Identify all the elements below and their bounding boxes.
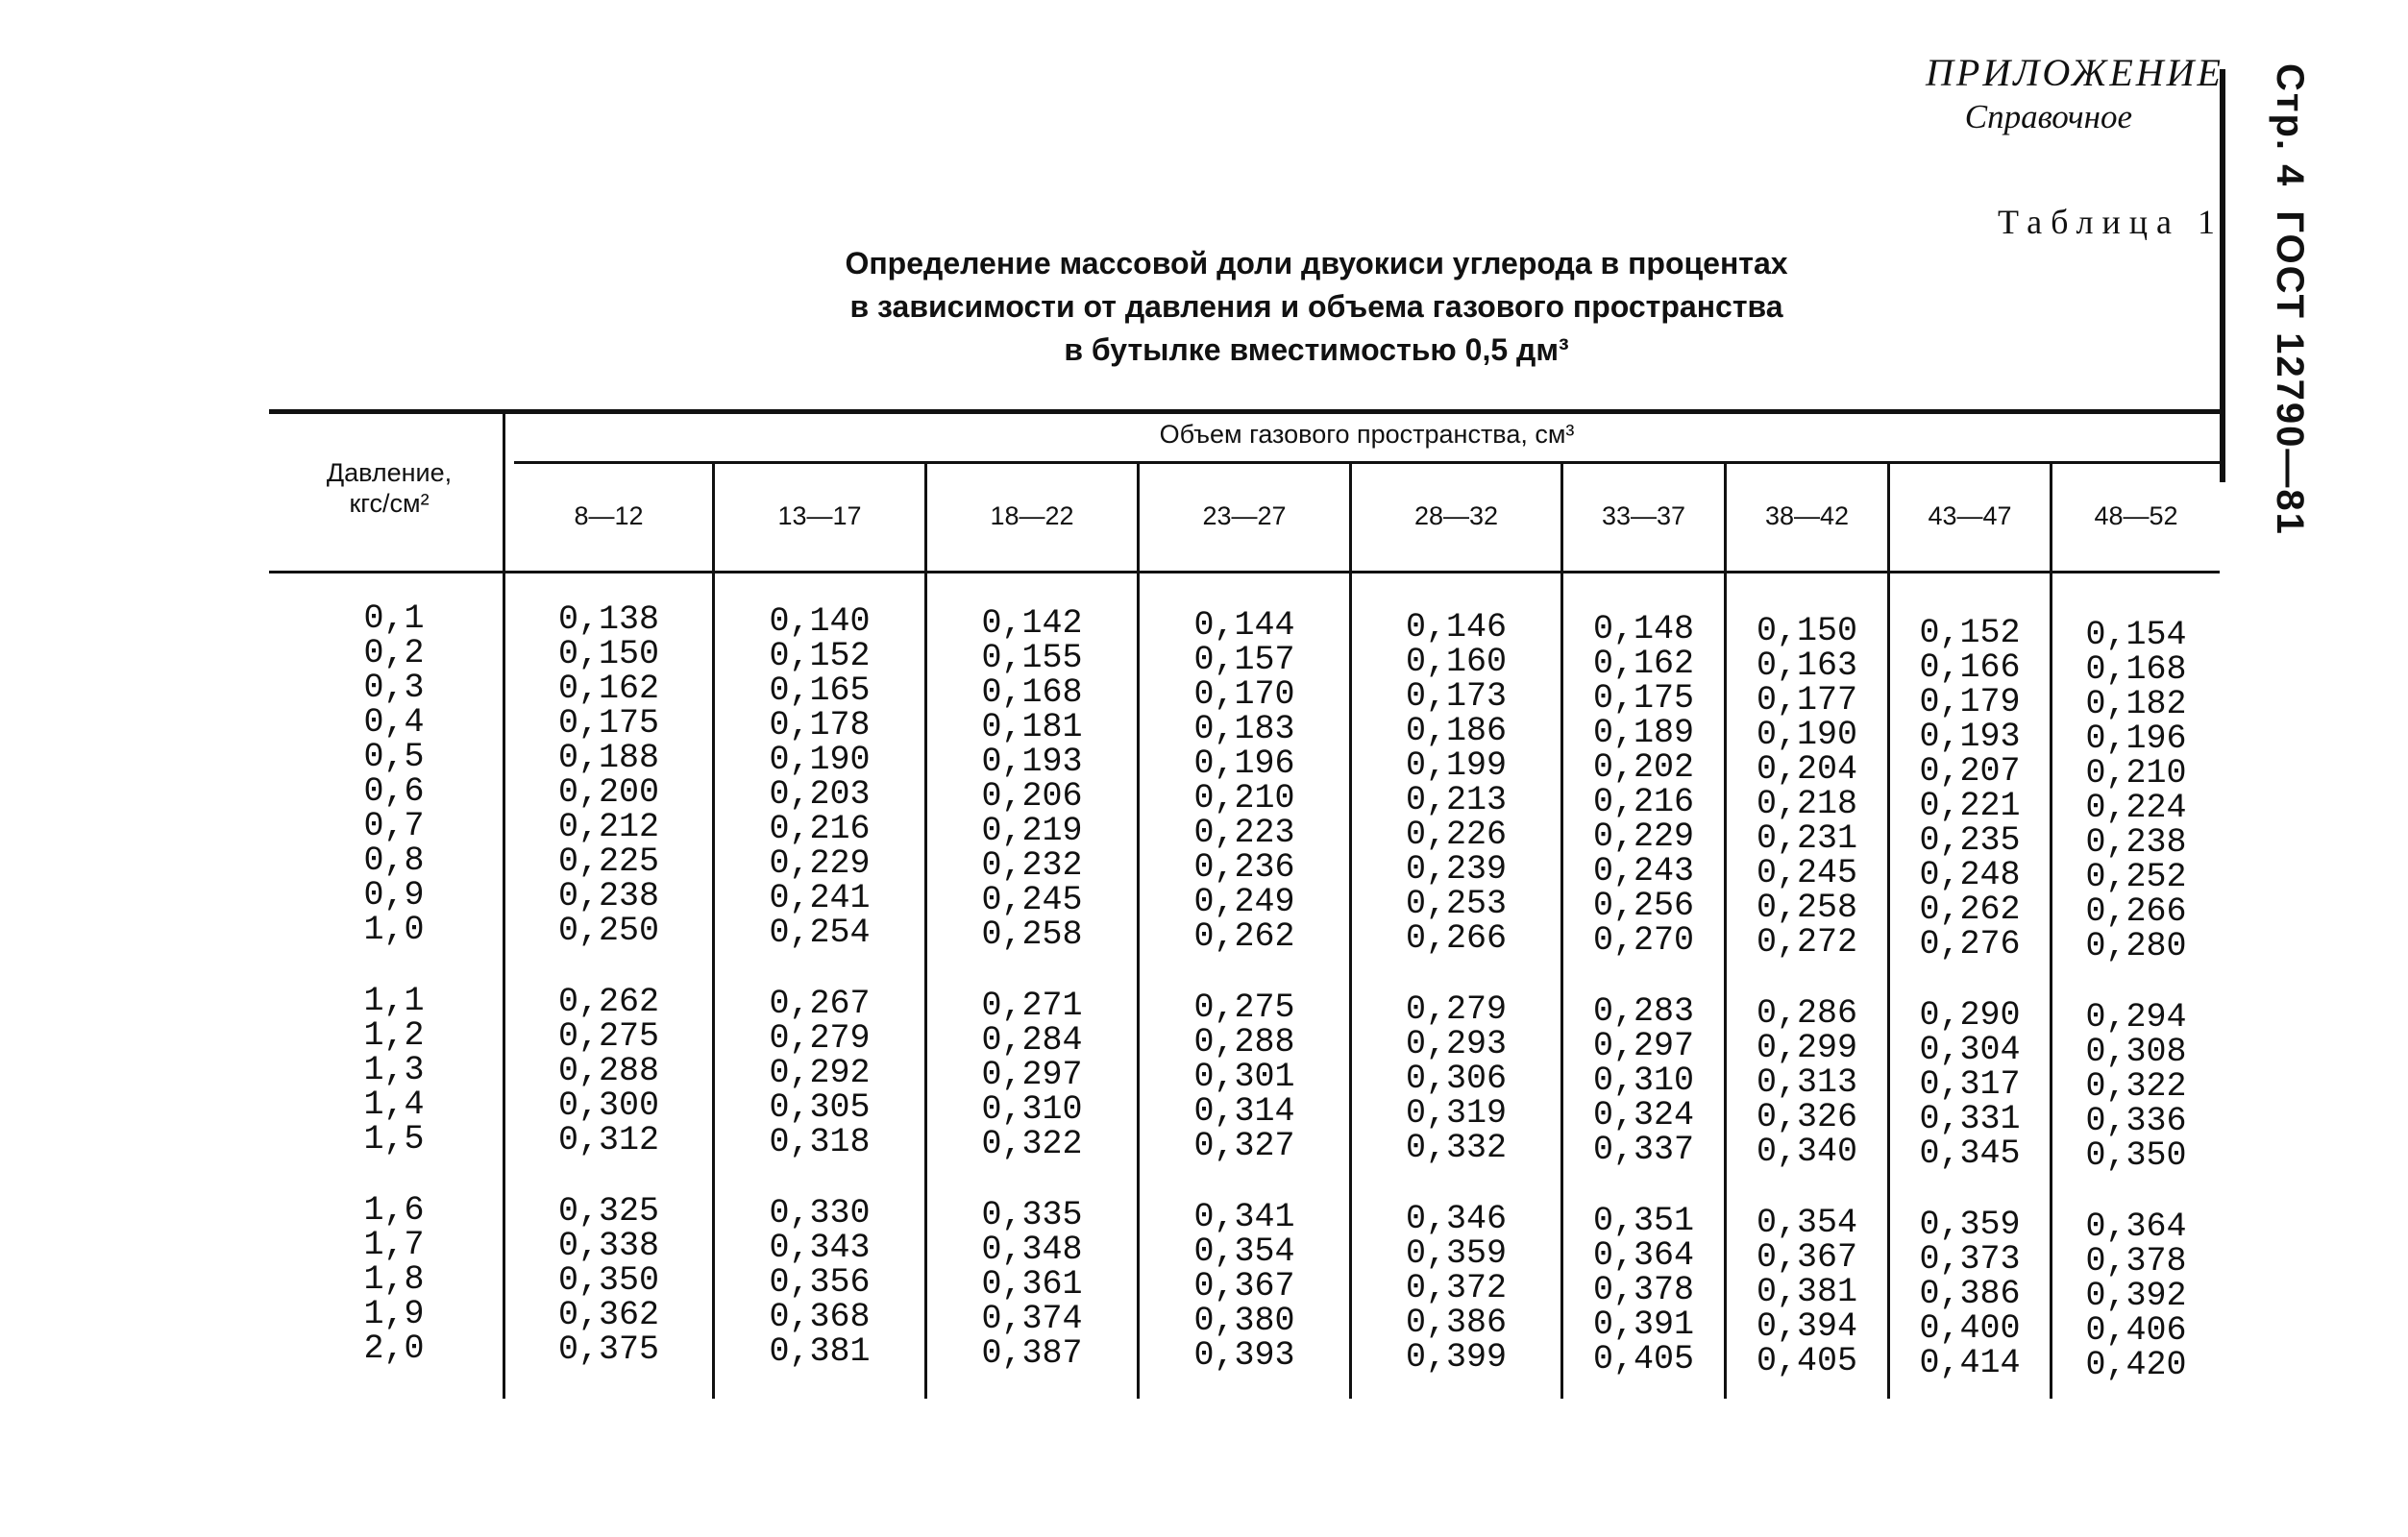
table-cell: 0,140 bbox=[769, 602, 871, 641]
table-cell: 0,338 bbox=[557, 1227, 660, 1265]
table-cell: 0,232 bbox=[981, 846, 1083, 885]
table-cell: 0,284 bbox=[981, 1021, 1083, 1060]
row-group bbox=[1563, 994, 1724, 1167]
table-cell: 0,229 bbox=[769, 844, 871, 883]
table-cell: 0,364 bbox=[2085, 1208, 2187, 1246]
table-cell: 0,297 bbox=[981, 1056, 1083, 1094]
table-cell: 0,354 bbox=[1193, 1232, 1295, 1271]
table-cell: 0,400 bbox=[1919, 1309, 2021, 1348]
table-cell: 0,266 bbox=[2085, 892, 2187, 931]
table-cell: 0,325 bbox=[557, 1192, 660, 1231]
row-group bbox=[317, 1193, 471, 1366]
row-group bbox=[1352, 1202, 1560, 1375]
table-cell: 0,387 bbox=[981, 1334, 1083, 1373]
table-cell: 0,7 bbox=[363, 807, 425, 845]
table-cell: 0,405 bbox=[1756, 1342, 1858, 1380]
value-column bbox=[1140, 608, 1349, 1409]
column-header: 23—27 bbox=[1202, 501, 1287, 530]
row-group bbox=[715, 1196, 924, 1369]
table-cell: 0,361 bbox=[981, 1265, 1083, 1304]
table-cell: 0,373 bbox=[1919, 1240, 2021, 1279]
table-cell: 0,196 bbox=[2085, 720, 2187, 758]
table-cell: 0,405 bbox=[1592, 1340, 1695, 1378]
table-cell: 0,163 bbox=[1756, 647, 1858, 685]
page-label: Стр. 4 bbox=[2269, 63, 2311, 188]
table-cell: 1,6 bbox=[363, 1191, 425, 1230]
row-group bbox=[1140, 990, 1349, 1163]
table-caption bbox=[711, 242, 1922, 372]
table-cell: 0,378 bbox=[1592, 1271, 1695, 1309]
table-cell: 0,393 bbox=[1193, 1336, 1295, 1375]
table-cell: 0,8 bbox=[363, 842, 425, 880]
row-group bbox=[1352, 610, 1560, 956]
table-cell: 0,225 bbox=[557, 842, 660, 881]
standard-number: ГОСТ 12790—81 bbox=[2269, 210, 2311, 536]
table-cell: 0,216 bbox=[1592, 783, 1695, 821]
value-column bbox=[505, 602, 712, 1403]
table-cell: 0,304 bbox=[1919, 1031, 2021, 1069]
table-cell: 1,9 bbox=[363, 1295, 425, 1333]
table-cell: 0,386 bbox=[1919, 1275, 2021, 1313]
value-column bbox=[1890, 616, 2050, 1417]
value-column bbox=[1352, 610, 1560, 1411]
row-group bbox=[505, 1194, 712, 1367]
table-cell: 0,351 bbox=[1592, 1202, 1695, 1240]
table-cell: 0,322 bbox=[2085, 1067, 2187, 1106]
column-header: 38—42 bbox=[1764, 501, 1850, 530]
column-header: 33—37 bbox=[1601, 501, 1686, 530]
table-cell: 0,165 bbox=[769, 671, 871, 710]
table-cell: 0,292 bbox=[769, 1054, 871, 1092]
table-cell: 0,202 bbox=[1592, 748, 1695, 787]
row-group bbox=[1140, 1200, 1349, 1373]
table-cell: 0,144 bbox=[1193, 606, 1295, 645]
table-cell: 0,216 bbox=[769, 810, 871, 848]
table-cell: 0,238 bbox=[557, 877, 660, 915]
table-cell: 0,231 bbox=[1756, 819, 1858, 858]
table-cell: 0,162 bbox=[1592, 645, 1695, 683]
table-cell: 0,154 bbox=[2085, 616, 2187, 654]
table-cell: 0,354 bbox=[1756, 1204, 1858, 1242]
table-cell: 0,386 bbox=[1405, 1304, 1508, 1342]
table-cell: 0,138 bbox=[557, 600, 660, 639]
table-cell: 0,196 bbox=[1193, 744, 1295, 783]
table-cell: 0,374 bbox=[981, 1300, 1083, 1338]
table-cell: 0,254 bbox=[769, 914, 871, 952]
table-cell: 0,279 bbox=[769, 1019, 871, 1058]
table-cell: 0,394 bbox=[1756, 1307, 1858, 1346]
table-cell: 0,288 bbox=[557, 1052, 660, 1090]
table-cell: 0,175 bbox=[1592, 679, 1695, 718]
table-cell: 0,372 bbox=[1405, 1269, 1508, 1307]
value-column bbox=[715, 604, 924, 1405]
table-cell: 0,324 bbox=[1592, 1096, 1695, 1134]
row-header-line-2: кгс/см² bbox=[349, 489, 430, 518]
table-cell: 0,290 bbox=[1919, 996, 2021, 1035]
table-cell: 0,236 bbox=[1193, 848, 1295, 887]
table-cell: 1,2 bbox=[363, 1016, 425, 1055]
table-cell: 1,3 bbox=[363, 1051, 425, 1089]
table-cell: 0,177 bbox=[1756, 681, 1858, 720]
row-group bbox=[1140, 608, 1349, 954]
group-header-rule bbox=[514, 461, 2220, 464]
table-cell: 0,248 bbox=[1919, 856, 2021, 894]
column-header: 28—32 bbox=[1413, 501, 1499, 530]
table-cell: 0,399 bbox=[1405, 1338, 1508, 1377]
table-cell: 0,271 bbox=[981, 987, 1083, 1025]
value-column bbox=[1727, 614, 1887, 1415]
column-header: 8—12 bbox=[574, 501, 644, 530]
row-group bbox=[505, 985, 712, 1158]
table-cell: 0,168 bbox=[981, 673, 1083, 712]
table-cell: 0,152 bbox=[769, 637, 871, 675]
table-cell: 0,378 bbox=[2085, 1242, 2187, 1281]
table-cell: 0,229 bbox=[1592, 817, 1695, 856]
table-cell: 0,340 bbox=[1756, 1133, 1858, 1171]
row-group bbox=[1727, 996, 1887, 1169]
table-cell: 0,337 bbox=[1592, 1131, 1695, 1169]
table-cell: 0,301 bbox=[1193, 1058, 1295, 1096]
value-column bbox=[927, 606, 1137, 1407]
table-top-rule bbox=[269, 409, 2220, 414]
table-cell: 0,266 bbox=[1405, 919, 1508, 958]
table-cell: 0,241 bbox=[769, 879, 871, 917]
row-group bbox=[715, 604, 924, 950]
table-cell: 0,272 bbox=[1756, 923, 1858, 962]
caption-line-2: в зависимости от давления и объема газового пространства bbox=[849, 289, 1783, 324]
table-cell: 0,280 bbox=[2085, 927, 2187, 965]
value-column bbox=[2052, 618, 2220, 1419]
table-cell: 1,7 bbox=[363, 1226, 425, 1264]
row-group bbox=[1727, 614, 1887, 960]
row-group bbox=[317, 601, 471, 947]
table-cell: 0,3 bbox=[363, 669, 425, 707]
table-cell: 0,203 bbox=[769, 775, 871, 814]
table-cell: 0,186 bbox=[1405, 712, 1508, 750]
table-cell: 0,190 bbox=[1756, 716, 1858, 754]
table-cell: 0,391 bbox=[1592, 1305, 1695, 1344]
table-cell: 1,0 bbox=[363, 911, 425, 949]
table-cell: 0,345 bbox=[1919, 1134, 2021, 1173]
table-cell: 0,306 bbox=[1405, 1060, 1508, 1098]
table-cell: 0,206 bbox=[981, 777, 1083, 816]
column-header: 43—47 bbox=[1928, 501, 2012, 530]
row-group bbox=[2052, 618, 2220, 964]
table-cell: 0,245 bbox=[981, 881, 1083, 919]
row-group bbox=[927, 988, 1137, 1161]
table-cell: 0,367 bbox=[1756, 1238, 1858, 1277]
table-cell: 0,175 bbox=[557, 704, 660, 743]
table-cell: 0,168 bbox=[2085, 650, 2187, 689]
table-cell: 0,392 bbox=[2085, 1277, 2187, 1315]
table-cell: 0,245 bbox=[1756, 854, 1858, 892]
table-cell: 0,5 bbox=[363, 738, 425, 776]
table-cell: 1,5 bbox=[363, 1120, 425, 1159]
table-cell: 0,150 bbox=[557, 635, 660, 673]
table-cell: 0,312 bbox=[557, 1121, 660, 1159]
table-cell: 0,348 bbox=[981, 1231, 1083, 1269]
table-cell: 0,189 bbox=[1592, 714, 1695, 752]
table-cell: 0,275 bbox=[557, 1017, 660, 1056]
table-cell: 0,152 bbox=[1919, 614, 2021, 652]
table-cell: 0,313 bbox=[1756, 1063, 1858, 1102]
table-cell: 0,183 bbox=[1193, 710, 1295, 748]
table-cell: 0,181 bbox=[981, 708, 1083, 746]
table-cell: 0,380 bbox=[1193, 1302, 1295, 1340]
row-group bbox=[1352, 992, 1560, 1165]
header-bottom-rule bbox=[269, 571, 2220, 573]
table-cell: 0,146 bbox=[1405, 608, 1508, 647]
table-cell: 0,326 bbox=[1756, 1098, 1858, 1136]
table-cell: 1,4 bbox=[363, 1086, 425, 1124]
table-cell: 0,199 bbox=[1405, 746, 1508, 785]
table-cell: 0,356 bbox=[769, 1263, 871, 1302]
table-cell: 0,2 bbox=[363, 634, 425, 672]
table-cell: 1,8 bbox=[363, 1260, 425, 1299]
table-cell: 0,314 bbox=[1193, 1092, 1295, 1131]
table-cell: 0,224 bbox=[2085, 789, 2187, 827]
table-cell: 0,332 bbox=[1405, 1129, 1508, 1167]
table-cell: 0,341 bbox=[1193, 1198, 1295, 1236]
table-cell: 0,258 bbox=[981, 915, 1083, 954]
row-group bbox=[1890, 616, 2050, 962]
table-cell: 0,305 bbox=[769, 1088, 871, 1127]
table-cell: 0,6 bbox=[363, 772, 425, 811]
table-cell: 0,239 bbox=[1405, 850, 1508, 889]
table-cell: 0,350 bbox=[557, 1261, 660, 1300]
table-cell: 0,270 bbox=[1592, 921, 1695, 960]
row-group bbox=[1727, 1206, 1887, 1378]
row-group bbox=[1563, 1204, 1724, 1377]
row-group bbox=[927, 1198, 1137, 1371]
row-group bbox=[505, 602, 712, 948]
table-cell: 2,0 bbox=[363, 1330, 425, 1368]
table-cell: 0,252 bbox=[2085, 858, 2187, 896]
table-cell: 0,148 bbox=[1592, 610, 1695, 648]
table-cell: 0,275 bbox=[1193, 988, 1295, 1027]
table-cell: 0,299 bbox=[1756, 1029, 1858, 1067]
row-group bbox=[1563, 612, 1724, 958]
table-cell: 0,212 bbox=[557, 808, 660, 846]
table-cell: 0,219 bbox=[981, 812, 1083, 850]
table-cell: 0,249 bbox=[1193, 883, 1295, 921]
table-cell: 0,223 bbox=[1193, 814, 1295, 852]
table-cell: 0,258 bbox=[1756, 889, 1858, 927]
table-cell: 0,297 bbox=[1592, 1027, 1695, 1065]
table-cell: 0,157 bbox=[1193, 641, 1295, 679]
table-cell: 0,170 bbox=[1193, 675, 1295, 714]
table-cell: 0,9 bbox=[363, 876, 425, 915]
row-header bbox=[279, 457, 500, 519]
table-cell: 1,1 bbox=[363, 982, 425, 1020]
table-cell: 0,367 bbox=[1193, 1267, 1295, 1305]
table-cell: 0,317 bbox=[1919, 1065, 2021, 1104]
table-cell: 0,336 bbox=[2085, 1102, 2187, 1140]
table-cell: 0,238 bbox=[2085, 823, 2187, 862]
table-cell: 0,200 bbox=[557, 773, 660, 812]
table-cell: 0,267 bbox=[769, 985, 871, 1023]
table-cell: 0,4 bbox=[363, 703, 425, 742]
table-cell: 0,343 bbox=[769, 1229, 871, 1267]
table-cell: 0,364 bbox=[1592, 1236, 1695, 1275]
table-cell: 0,188 bbox=[557, 739, 660, 777]
table-cell: 0,204 bbox=[1756, 750, 1858, 789]
table-cell: 0,235 bbox=[1919, 821, 2021, 860]
table-cell: 0,173 bbox=[1405, 677, 1508, 716]
table-cell: 0,210 bbox=[1193, 779, 1295, 817]
table-cell: 0,318 bbox=[769, 1123, 871, 1161]
table-cell: 0,179 bbox=[1919, 683, 2021, 721]
appendix-title: ПРИЛОЖЕНИЕ bbox=[1926, 51, 2224, 94]
table-cell: 0,346 bbox=[1405, 1200, 1508, 1238]
table-cell: 0,262 bbox=[557, 983, 660, 1021]
table-cell: 0,319 bbox=[1405, 1094, 1508, 1133]
table-cell: 0,166 bbox=[1919, 648, 2021, 687]
table-cell: 0,286 bbox=[1756, 994, 1858, 1033]
table-cell: 0,375 bbox=[557, 1330, 660, 1369]
row-group bbox=[1890, 1208, 2050, 1380]
table-cell: 0,226 bbox=[1405, 816, 1508, 854]
table-cell: 0,207 bbox=[1919, 752, 2021, 791]
table-cell: 0,160 bbox=[1405, 643, 1508, 681]
table-cell: 0,253 bbox=[1405, 885, 1508, 923]
appendix-subtitle: Справочное bbox=[1964, 98, 2132, 135]
table-cell: 0,327 bbox=[1193, 1127, 1295, 1165]
table-cell: 0,308 bbox=[2085, 1033, 2187, 1071]
table-cell: 0,420 bbox=[2085, 1346, 2187, 1384]
pressure-values bbox=[317, 601, 471, 1403]
table-cell: 0,362 bbox=[557, 1296, 660, 1334]
value-column bbox=[1563, 612, 1724, 1413]
table-cell: 0,142 bbox=[981, 604, 1083, 643]
table-cell: 0,190 bbox=[769, 741, 871, 779]
table-cell: 0,182 bbox=[2085, 685, 2187, 723]
table-cell: 0,213 bbox=[1405, 781, 1508, 819]
table-cell: 0,243 bbox=[1592, 852, 1695, 890]
side-header-text bbox=[2268, 63, 2311, 559]
table-cell: 0,178 bbox=[769, 706, 871, 744]
table-cell: 0,406 bbox=[2085, 1311, 2187, 1350]
caption-line-1: Определение массовой доли двуокиси углерода в процентах bbox=[845, 246, 1788, 281]
caption-line-3: в бутылке вместимостью 0,5 дм³ bbox=[1064, 332, 1569, 367]
table-cell: 0,310 bbox=[1592, 1061, 1695, 1100]
row-group bbox=[317, 984, 471, 1157]
table-cell: 0,288 bbox=[1193, 1023, 1295, 1061]
table-cell: 0,335 bbox=[981, 1196, 1083, 1234]
table-cell: 0,294 bbox=[2085, 998, 2187, 1037]
table-cell: 0,218 bbox=[1756, 785, 1858, 823]
table-cell: 0,300 bbox=[557, 1086, 660, 1125]
table-cell: 0,359 bbox=[1405, 1234, 1508, 1273]
table-cell: 0,262 bbox=[1193, 917, 1295, 956]
column-header: 13—17 bbox=[777, 501, 862, 530]
table-cell: 0,359 bbox=[1919, 1206, 2021, 1244]
table-cell: 0,193 bbox=[981, 743, 1083, 781]
column-header: 48—52 bbox=[2094, 501, 2178, 530]
table-cell: 0,256 bbox=[1592, 887, 1695, 925]
table-cell: 0,250 bbox=[557, 912, 660, 950]
table-cell: 0,350 bbox=[2085, 1136, 2187, 1175]
table-cell: 0,193 bbox=[1919, 718, 2021, 756]
table-cell: 0,221 bbox=[1919, 787, 2021, 825]
appendix-header bbox=[1926, 50, 2224, 138]
table-cell: 0,381 bbox=[1756, 1273, 1858, 1311]
table-cell: 0,381 bbox=[769, 1332, 871, 1371]
table-cell: 0,279 bbox=[1405, 990, 1508, 1029]
table-cell: 0,283 bbox=[1592, 992, 1695, 1031]
table-cell: 0,150 bbox=[1756, 612, 1858, 650]
table-cell: 0,1 bbox=[363, 599, 425, 638]
table-cell: 0,414 bbox=[1919, 1344, 2021, 1382]
group-header: Объем газового пространства, см³ bbox=[1159, 420, 1575, 449]
table-cell: 0,162 bbox=[557, 670, 660, 708]
row-group bbox=[715, 987, 924, 1159]
row-group bbox=[1890, 998, 2050, 1171]
row-group bbox=[2052, 1209, 2220, 1382]
table-cell: 0,155 bbox=[981, 639, 1083, 677]
table-cell: 0,210 bbox=[2085, 754, 2187, 793]
row-header-line-1: Давление, bbox=[326, 458, 453, 487]
table-cell: 0,330 bbox=[769, 1194, 871, 1232]
table-cell: 0,276 bbox=[1919, 925, 2021, 964]
row-group bbox=[2052, 1000, 2220, 1173]
table-cell: 0,322 bbox=[981, 1125, 1083, 1163]
column-header: 18—22 bbox=[990, 501, 1074, 530]
table-cell: 0,310 bbox=[981, 1090, 1083, 1129]
table-cell: 0,262 bbox=[1919, 890, 2021, 929]
table-cell: 0,331 bbox=[1919, 1100, 2021, 1138]
table-number: Таблица 1 bbox=[1998, 203, 2224, 241]
table-cell: 0,368 bbox=[769, 1298, 871, 1336]
table-cell: 0,293 bbox=[1405, 1025, 1508, 1063]
row-group bbox=[927, 606, 1137, 952]
